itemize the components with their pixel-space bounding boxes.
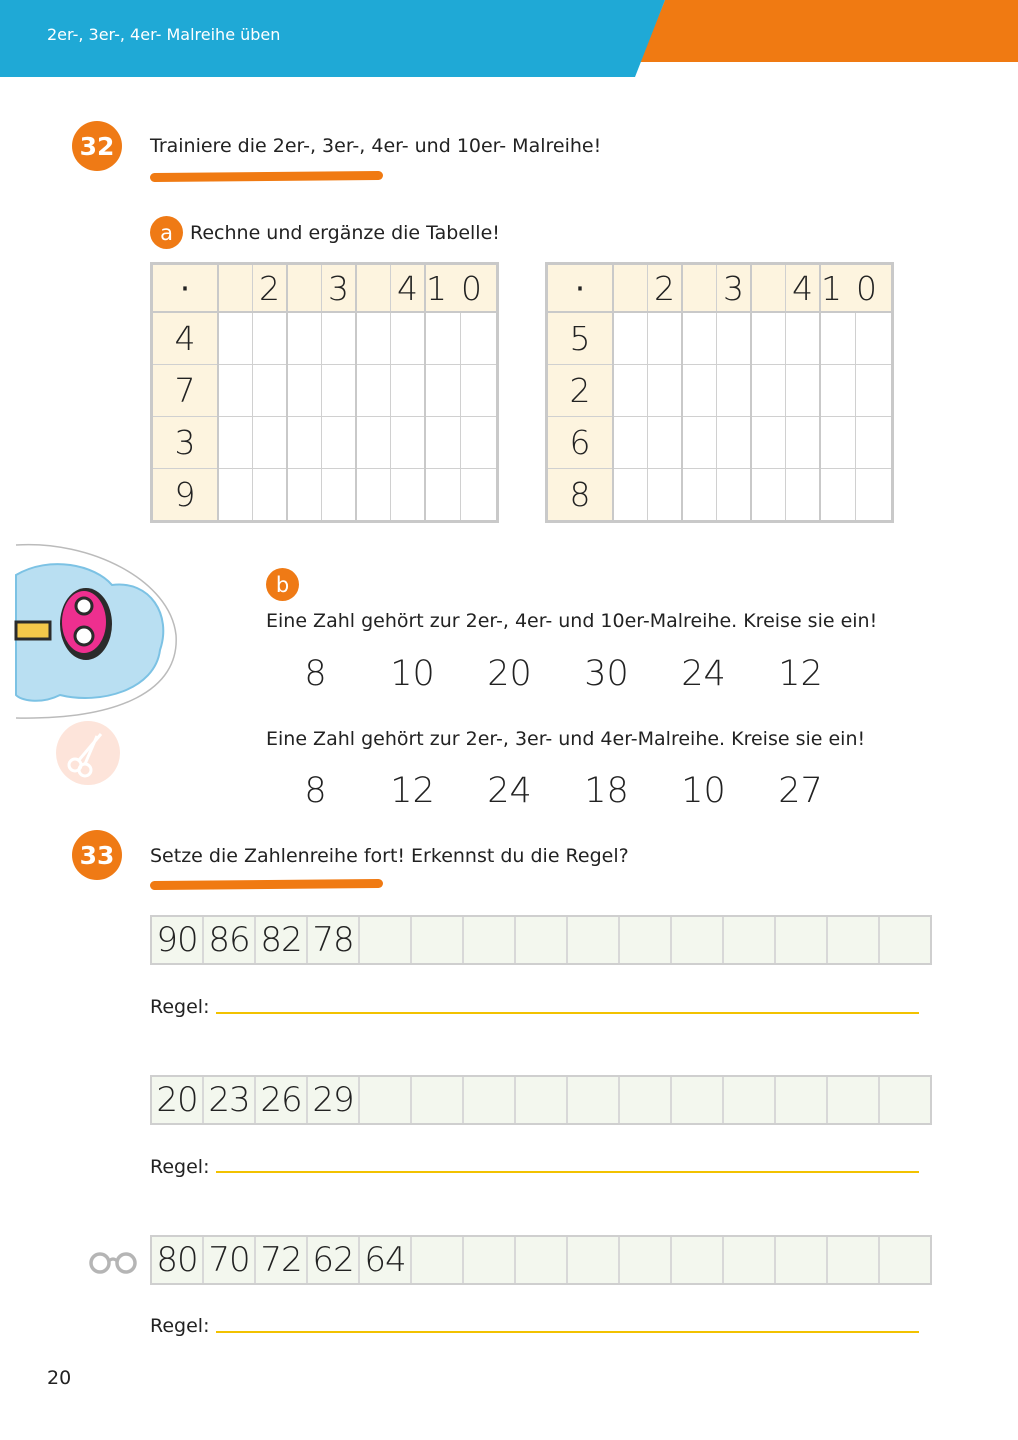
sequence-cell[interactable] bbox=[672, 1237, 724, 1283]
number-choice[interactable]: 20 bbox=[487, 654, 532, 694]
sequence-cell[interactable] bbox=[516, 1077, 568, 1123]
answer-cell[interactable] bbox=[391, 365, 426, 417]
col-header: 3 bbox=[717, 264, 752, 313]
answer-cell[interactable] bbox=[682, 469, 717, 522]
col-header: 2 bbox=[648, 264, 683, 313]
sequence-cell: 72 bbox=[256, 1237, 308, 1283]
col-header: 2 bbox=[253, 264, 288, 313]
col-header: 3 bbox=[322, 264, 357, 313]
answer-cell[interactable] bbox=[253, 312, 288, 365]
answer-cell[interactable] bbox=[322, 469, 357, 522]
task-instruction: Setze die Zahlenreihe fort! Erkennst du die Regel? bbox=[150, 845, 629, 867]
answer-cell[interactable] bbox=[253, 469, 288, 522]
sequence-cell: 82 bbox=[256, 917, 308, 963]
col-header: 10 bbox=[820, 264, 893, 313]
sequence-cell[interactable] bbox=[568, 1077, 620, 1123]
sequence-cell[interactable] bbox=[724, 917, 776, 963]
answer-cell[interactable] bbox=[613, 417, 648, 469]
page-number: 20 bbox=[47, 1367, 72, 1389]
answer-cell[interactable] bbox=[648, 417, 683, 469]
answer-cell[interactable] bbox=[425, 469, 461, 522]
answer-cell[interactable] bbox=[218, 365, 253, 417]
rule-answer-line[interactable] bbox=[216, 1331, 919, 1333]
sequence-cell[interactable] bbox=[880, 1077, 930, 1123]
answer-cell[interactable] bbox=[820, 312, 856, 365]
answer-cell[interactable] bbox=[786, 365, 821, 417]
instruction-underline bbox=[150, 171, 383, 182]
multiplication-table-1 bbox=[150, 262, 499, 523]
row-header: 3 bbox=[152, 417, 219, 469]
table-corner: · bbox=[152, 264, 219, 313]
number-choice[interactable]: 8 bbox=[304, 771, 327, 811]
sequence-cell[interactable] bbox=[776, 1237, 828, 1283]
number-choice[interactable]: 12 bbox=[778, 654, 823, 694]
task-number-badge: 33 bbox=[72, 830, 122, 880]
answer-cell[interactable] bbox=[856, 417, 893, 469]
answer-cell[interactable] bbox=[820, 417, 856, 469]
number-choice[interactable]: 8 bbox=[304, 654, 327, 694]
task-number-badge: 32 bbox=[72, 121, 122, 171]
answer-cell[interactable] bbox=[287, 365, 322, 417]
sequence-cell: 23 bbox=[204, 1077, 256, 1123]
answer-cell[interactable] bbox=[648, 365, 683, 417]
answer-cell[interactable] bbox=[425, 417, 461, 469]
answer-cell[interactable] bbox=[648, 312, 683, 365]
header-banner-orange bbox=[600, 0, 1018, 62]
answer-cell[interactable] bbox=[786, 469, 821, 522]
sequence-cell[interactable] bbox=[620, 1077, 672, 1123]
sequence-cell: 86 bbox=[204, 917, 256, 963]
answer-cell[interactable] bbox=[786, 417, 821, 469]
task-instruction: Trainiere die 2er-, 3er-, 4er- und 10er- Malreihe! bbox=[150, 135, 602, 157]
answer-cell[interactable] bbox=[717, 469, 752, 522]
answer-cell[interactable] bbox=[717, 312, 752, 365]
answer-cell[interactable] bbox=[356, 365, 391, 417]
number-sequence-1 bbox=[150, 915, 932, 965]
answer-cell[interactable] bbox=[786, 312, 821, 365]
sequence-cell[interactable] bbox=[620, 917, 672, 963]
subtask-b-question-1: Eine Zahl gehört zur 2er-, 4er- und 10er-Malreihe. Kreise sie ein! bbox=[266, 610, 878, 632]
row-header: 9 bbox=[152, 469, 219, 522]
col-header: 4 bbox=[786, 264, 821, 313]
row-header: 5 bbox=[547, 312, 614, 365]
answer-cell[interactable] bbox=[682, 417, 717, 469]
sequence-cell[interactable] bbox=[412, 917, 464, 963]
answer-cell[interactable] bbox=[682, 365, 717, 417]
answer-cell[interactable] bbox=[391, 469, 426, 522]
answer-cell[interactable] bbox=[751, 469, 786, 522]
number-choices-2 bbox=[267, 771, 849, 811]
sequence-cell[interactable] bbox=[672, 1077, 724, 1123]
sequence-cell[interactable] bbox=[516, 917, 568, 963]
page-title: 2er-, 3er-, 4er- Malreihe üben bbox=[47, 25, 281, 44]
sequence-cell[interactable] bbox=[776, 917, 828, 963]
sequence-cell: 26 bbox=[256, 1077, 308, 1123]
sequence-cell: 90 bbox=[152, 917, 204, 963]
sequence-cell[interactable] bbox=[516, 1237, 568, 1283]
subtask-badge-b: b bbox=[266, 568, 299, 601]
answer-cell[interactable] bbox=[751, 312, 786, 365]
answer-cell[interactable] bbox=[322, 312, 357, 365]
answer-cell[interactable] bbox=[322, 417, 357, 469]
number-choice[interactable]: 30 bbox=[584, 654, 629, 694]
sequence-cell[interactable] bbox=[568, 1237, 620, 1283]
answer-cell[interactable] bbox=[287, 417, 322, 469]
subtask-b-question-2: Eine Zahl gehört zur 2er-, 3er- und 4er-Malreihe. Kreise sie ein! bbox=[266, 728, 866, 750]
sequence-cell[interactable] bbox=[568, 917, 620, 963]
answer-cell[interactable] bbox=[356, 469, 391, 522]
answer-cell[interactable] bbox=[856, 312, 893, 365]
subtask-a-instruction: Rechne und ergänze die Tabelle! bbox=[190, 222, 500, 244]
col-header: 4 bbox=[391, 264, 426, 313]
answer-cell[interactable] bbox=[253, 417, 288, 469]
sequence-cell[interactable] bbox=[880, 1237, 930, 1283]
answer-cell[interactable] bbox=[461, 365, 498, 417]
sequence-cell[interactable] bbox=[724, 1077, 776, 1123]
answer-cell[interactable] bbox=[461, 417, 498, 469]
answer-cell[interactable] bbox=[751, 365, 786, 417]
answer-cell[interactable] bbox=[391, 417, 426, 469]
multiplication-table-2 bbox=[545, 262, 894, 523]
sequence-cell[interactable] bbox=[828, 1077, 880, 1123]
sequence-cell[interactable] bbox=[464, 1077, 516, 1123]
subtask-badge-a: a bbox=[150, 216, 183, 249]
row-header: 7 bbox=[152, 365, 219, 417]
answer-cell[interactable] bbox=[856, 469, 893, 522]
sequence-cell[interactable] bbox=[412, 1237, 464, 1283]
sequence-cell: 29 bbox=[308, 1077, 360, 1123]
sequence-cell[interactable] bbox=[776, 1077, 828, 1123]
sequence-cell[interactable] bbox=[464, 917, 516, 963]
sequence-cell: 20 bbox=[152, 1077, 204, 1123]
answer-cell[interactable] bbox=[287, 312, 322, 365]
rule-answer-line[interactable] bbox=[216, 1171, 919, 1173]
answer-cell[interactable] bbox=[613, 312, 648, 365]
number-choice[interactable]: 12 bbox=[390, 771, 435, 811]
sequence-cell[interactable] bbox=[724, 1237, 776, 1283]
sequence-cell[interactable] bbox=[360, 1077, 412, 1123]
answer-cell[interactable] bbox=[287, 469, 322, 522]
answer-cell[interactable] bbox=[856, 365, 893, 417]
answer-cell[interactable] bbox=[820, 469, 856, 522]
number-choice[interactable]: 27 bbox=[778, 771, 823, 811]
rule-label: Regel: bbox=[150, 996, 210, 1018]
answer-cell[interactable] bbox=[425, 312, 461, 365]
rule-label: Regel: bbox=[150, 1156, 210, 1178]
answer-cell[interactable] bbox=[820, 365, 856, 417]
row-header: 8 bbox=[547, 469, 614, 522]
answer-cell[interactable] bbox=[682, 312, 717, 365]
sequence-cell[interactable] bbox=[412, 1077, 464, 1123]
sequence-cell: 62 bbox=[308, 1237, 360, 1283]
sequence-cell[interactable] bbox=[828, 1237, 880, 1283]
answer-cell[interactable] bbox=[218, 469, 253, 522]
answer-cell[interactable] bbox=[613, 469, 648, 522]
sequence-cell[interactable] bbox=[360, 917, 412, 963]
answer-cell[interactable] bbox=[218, 417, 253, 469]
answer-cell[interactable] bbox=[356, 312, 391, 365]
sequence-cell[interactable] bbox=[672, 917, 724, 963]
number-sequence-2 bbox=[150, 1075, 932, 1125]
glasses-icon bbox=[88, 1250, 138, 1276]
sequence-cell: 78 bbox=[308, 917, 360, 963]
answer-cell[interactable] bbox=[218, 312, 253, 365]
row-header: 6 bbox=[547, 417, 614, 469]
sequence-cell[interactable] bbox=[828, 917, 880, 963]
answer-cell[interactable] bbox=[751, 417, 786, 469]
number-choice[interactable]: 10 bbox=[390, 654, 435, 694]
col-header: 10 bbox=[425, 264, 498, 313]
answer-cell[interactable] bbox=[461, 469, 498, 522]
number-choice[interactable]: 18 bbox=[584, 771, 629, 811]
sequence-cell: 80 bbox=[152, 1237, 204, 1283]
answer-cell[interactable] bbox=[253, 365, 288, 417]
answer-cell[interactable] bbox=[717, 365, 752, 417]
answer-cell[interactable] bbox=[356, 417, 391, 469]
number-choice[interactable]: 24 bbox=[681, 654, 726, 694]
answer-cell[interactable] bbox=[613, 365, 648, 417]
rule-answer-line[interactable] bbox=[216, 1012, 919, 1014]
row-header: 4 bbox=[152, 312, 219, 365]
number-choice[interactable]: 10 bbox=[681, 771, 726, 811]
scissors-icon bbox=[55, 720, 121, 786]
number-sequence-3 bbox=[150, 1235, 932, 1285]
answer-cell[interactable] bbox=[461, 312, 498, 365]
sequence-cell: 64 bbox=[360, 1237, 412, 1283]
answer-cell[interactable] bbox=[717, 417, 752, 469]
answer-cell[interactable] bbox=[322, 365, 357, 417]
answer-cell[interactable] bbox=[391, 312, 426, 365]
sequence-cell: 70 bbox=[204, 1237, 256, 1283]
table-corner: · bbox=[547, 264, 614, 313]
row-header: 2 bbox=[547, 365, 614, 417]
sequence-cell[interactable] bbox=[620, 1237, 672, 1283]
instruction-underline bbox=[150, 879, 383, 890]
cloud-sticker[interactable] bbox=[0, 540, 185, 725]
answer-cell[interactable] bbox=[425, 365, 461, 417]
sequence-cell[interactable] bbox=[880, 917, 930, 963]
rule-label: Regel: bbox=[150, 1315, 210, 1337]
number-choices-1 bbox=[267, 654, 849, 694]
number-choice[interactable]: 24 bbox=[487, 771, 532, 811]
sequence-cell[interactable] bbox=[464, 1237, 516, 1283]
answer-cell[interactable] bbox=[648, 469, 683, 522]
